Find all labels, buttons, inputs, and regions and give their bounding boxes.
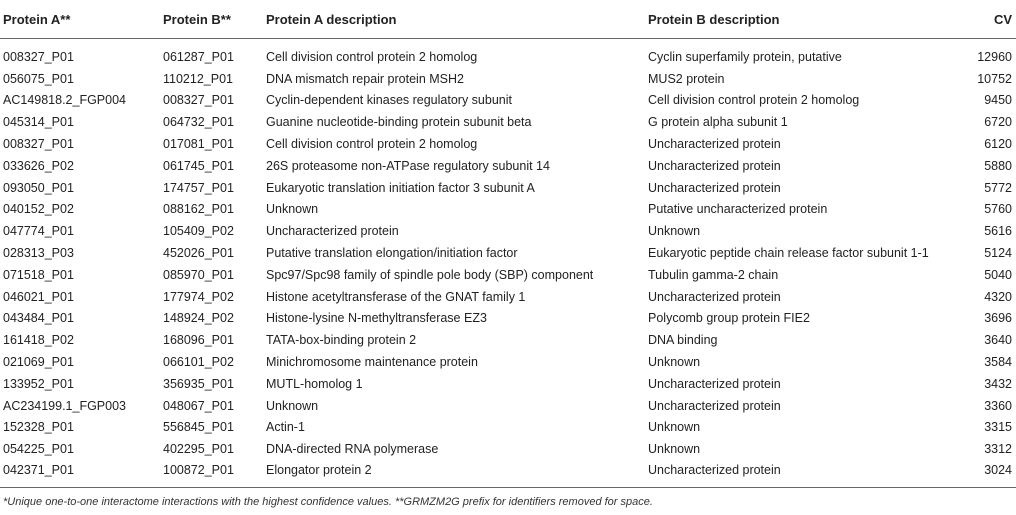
cell-protein-b: 556845_P01 (163, 420, 234, 435)
cell-protein-b: 085970_P01 (163, 267, 234, 282)
cell-cv: 9450 (984, 93, 1012, 108)
cell-protein-a-description: Minichromosome maintenance protein (266, 355, 478, 370)
cell-protein-b-description: Putative uncharacterized protein (648, 202, 828, 217)
table-row (0, 155, 1016, 177)
cell-cv: 3024 (964, 460, 1016, 488)
cell-protein-b: 048067_P01 (163, 398, 234, 413)
cell-cv: 5040 (984, 267, 1012, 282)
cell-protein-b: 061745_P01 (163, 158, 234, 173)
table-footnote: *Unique one-to-one interactome interactions with the highest confidence values. **GRMZM2G prefix for identifiers removed for space. (3, 496, 653, 508)
cell-cv: 4320 (984, 289, 1012, 304)
table-row (0, 133, 1016, 155)
cell-protein-a-description: Putative translation elongation/initiation factor (266, 246, 518, 261)
table-row (0, 68, 1016, 90)
cell-protein-a: 071518_P01 (3, 267, 74, 282)
cell-protein-b: 017081_P01 (163, 137, 234, 152)
cell-cv: 3432 (984, 376, 1012, 391)
cell-protein-a: 021069_P01 (3, 355, 74, 370)
cell-protein-b-description: Cyclin superfamily protein, putative (648, 49, 842, 64)
cell-protein-a: 046021_P01 (3, 289, 74, 304)
cell-cv: 5880 (984, 158, 1012, 173)
cell-protein-b: 088162_P01 (163, 202, 234, 217)
cell-protein-a-description: Cell division control protein 2 homolog (266, 137, 478, 152)
table-row (0, 329, 1016, 351)
table-row (0, 264, 1016, 286)
cell-cv: 3696 (984, 311, 1012, 326)
cell-protein-b: 177974_P02 (163, 289, 234, 304)
cell-protein-b: 110212_P01 (163, 71, 233, 86)
table-row (0, 373, 1016, 395)
cell-protein-a-description: MUTL-homolog 1 (266, 376, 363, 391)
cell-protein-b: 452026_P01 (163, 246, 234, 261)
cell-protein-a-description: Uncharacterized protein (266, 224, 399, 239)
cell-protein-a: AC149818.2_FGP004 (3, 93, 127, 108)
cell-cv: 3312 (984, 442, 1012, 457)
cell-protein-a: 040152_P02 (3, 202, 74, 217)
cell-protein-a-description: Unknown (266, 398, 319, 413)
cell-protein-a-description: DNA-directed RNA polymerase (266, 442, 439, 457)
cell-protein-a: 042371_P01 (0, 460, 160, 488)
cell-protein-b-description: Cell division control protein 2 homolog (648, 93, 860, 108)
cell-protein-a-description: 26S proteasome non-ATPase regulatory subunit 14 (266, 158, 550, 173)
cell-protein-b: 064732_P01 (163, 115, 234, 130)
cell-protein-a: 056075_P01 (3, 71, 74, 86)
cell-protein-b-description: MUS2 protein (648, 71, 725, 86)
table-header (0, 0, 1016, 39)
cell-protein-b: 105409_P02 (163, 224, 234, 239)
cell-protein-a: 152328_P01 (3, 420, 74, 435)
cell-protein-b: 066101_P02 (163, 355, 234, 370)
table-row (0, 46, 1016, 68)
spacer-cell (0, 39, 1016, 47)
cell-protein-a-description: Histone-lysine N-methyltransferase EZ3 (266, 311, 487, 326)
cell-cv: 5616 (984, 224, 1012, 239)
cell-protein-b-description: Uncharacterized protein (648, 376, 781, 391)
cell-protein-b-description: Uncharacterized protein (648, 289, 781, 304)
cell-protein-a: 008327_P01 (3, 49, 74, 64)
cell-cv: 5760 (984, 202, 1012, 217)
cell-protein-a: 028313_P03 (3, 246, 74, 261)
cell-protein-a-description: TATA-box-binding protein 2 (266, 333, 417, 348)
cell-protein-b-description: Eukaryotic peptide chain release factor subunit 1-1 (648, 246, 929, 261)
cell-protein-a-description: Guanine nucleotide-binding protein subunit beta (266, 115, 532, 130)
table-row (0, 220, 1016, 242)
cell-cv: 10752 (977, 71, 1012, 86)
cell-protein-a: 033626_P02 (3, 158, 74, 173)
cell-protein-a: 008327_P01 (3, 137, 74, 152)
table-row (0, 177, 1016, 199)
cell-cv: 3315 (984, 420, 1012, 435)
cell-protein-b-description: Unknown (648, 442, 701, 457)
cell-protein-a: 133952_P01 (3, 376, 74, 391)
cell-protein-a-description: Spc97/Spc98 family of spindle pole body (SBP) component (266, 267, 594, 282)
header-protein-b-description: Protein B description (645, 0, 964, 39)
cell-protein-b: 174757_P01 (163, 180, 234, 195)
cell-cv: 5124 (984, 246, 1012, 261)
cell-protein-a-description: Actin-1 (266, 420, 305, 435)
header-protein-a-description: Protein A description (263, 0, 645, 39)
cell-protein-b-description: Uncharacterized protein (648, 398, 781, 413)
cell-protein-b: 402295_P01 (163, 442, 234, 457)
table-row (0, 417, 1016, 439)
cell-protein-b: 008327_P01 (163, 93, 234, 108)
table-row (0, 286, 1016, 308)
cell-protein-a-description: DNA mismatch repair protein MSH2 (266, 71, 464, 86)
cell-cv: 6720 (984, 115, 1012, 130)
table-row (0, 111, 1016, 133)
cell-cv: 6120 (984, 137, 1012, 152)
cell-protein-b: 061287_P01 (163, 49, 234, 64)
table-row (0, 90, 1016, 112)
cell-cv: 12960 (977, 49, 1012, 64)
cell-protein-b-description: Polycomb group protein FIE2 (648, 311, 810, 326)
cell-protein-a: 054225_P01 (3, 442, 74, 457)
cell-protein-b: 356935_P01 (163, 376, 234, 391)
table-body (0, 39, 1016, 488)
cell-protein-b-description: Unknown (648, 224, 701, 239)
cell-protein-a: 161418_P02 (3, 333, 74, 348)
cell-protein-a-description: Elongator protein 2 (263, 460, 645, 488)
table-row (0, 199, 1016, 221)
cell-protein-b: 168096_P01 (163, 333, 234, 348)
cell-protein-b: 148924_P02 (163, 311, 234, 326)
cell-protein-a: 045314_P01 (3, 115, 74, 130)
cell-protein-b-description: G protein alpha subunit 1 (648, 115, 788, 130)
cell-protein-b-description: Uncharacterized protein (648, 137, 781, 152)
cell-protein-b-description: Uncharacterized protein (645, 460, 964, 488)
table-row (0, 438, 1016, 460)
spacer-row (0, 39, 1016, 47)
table-row (0, 242, 1016, 264)
cell-protein-b: 100872_P01 (160, 460, 263, 488)
table-row (0, 351, 1016, 373)
header-protein-a: Protein A** (0, 0, 160, 39)
cell-protein-a: 093050_P01 (3, 180, 74, 195)
cell-protein-a-description: Unknown (266, 202, 319, 217)
cell-protein-a-description: Cell division control protein 2 homolog (266, 49, 478, 64)
table-row (0, 308, 1016, 330)
cell-cv: 3360 (984, 398, 1012, 413)
cell-protein-b-description: Uncharacterized protein (648, 180, 781, 195)
cell-protein-a-description: Cyclin-dependent kinases regulatory subunit (266, 93, 512, 108)
cell-protein-a: AC234199.1_FGP003 (3, 398, 127, 413)
header-protein-b: Protein B** (160, 0, 263, 39)
header-row (0, 0, 1016, 39)
cell-protein-a: 047774_P01 (3, 224, 74, 239)
cell-protein-a: 043484_P01 (3, 311, 74, 326)
cell-protein-b-description: Uncharacterized protein (648, 158, 781, 173)
cell-cv: 3640 (984, 333, 1012, 348)
cell-protein-a-description: Histone acetyltransferase of the GNAT family 1 (266, 289, 526, 304)
cell-protein-b-description: Unknown (648, 355, 701, 370)
cell-protein-a-description: Eukaryotic translation initiation factor 3 subunit A (266, 180, 535, 195)
cell-protein-b-description: DNA binding (648, 333, 718, 348)
table-row (0, 460, 1016, 488)
cell-cv: 5772 (984, 180, 1012, 195)
header-cv: CV (964, 0, 1016, 39)
cell-cv: 3584 (984, 355, 1012, 370)
cell-protein-b-description: Tubulin gamma-2 chain (648, 267, 779, 282)
cell-protein-b-description: Unknown (648, 420, 701, 435)
table-row (0, 395, 1016, 417)
